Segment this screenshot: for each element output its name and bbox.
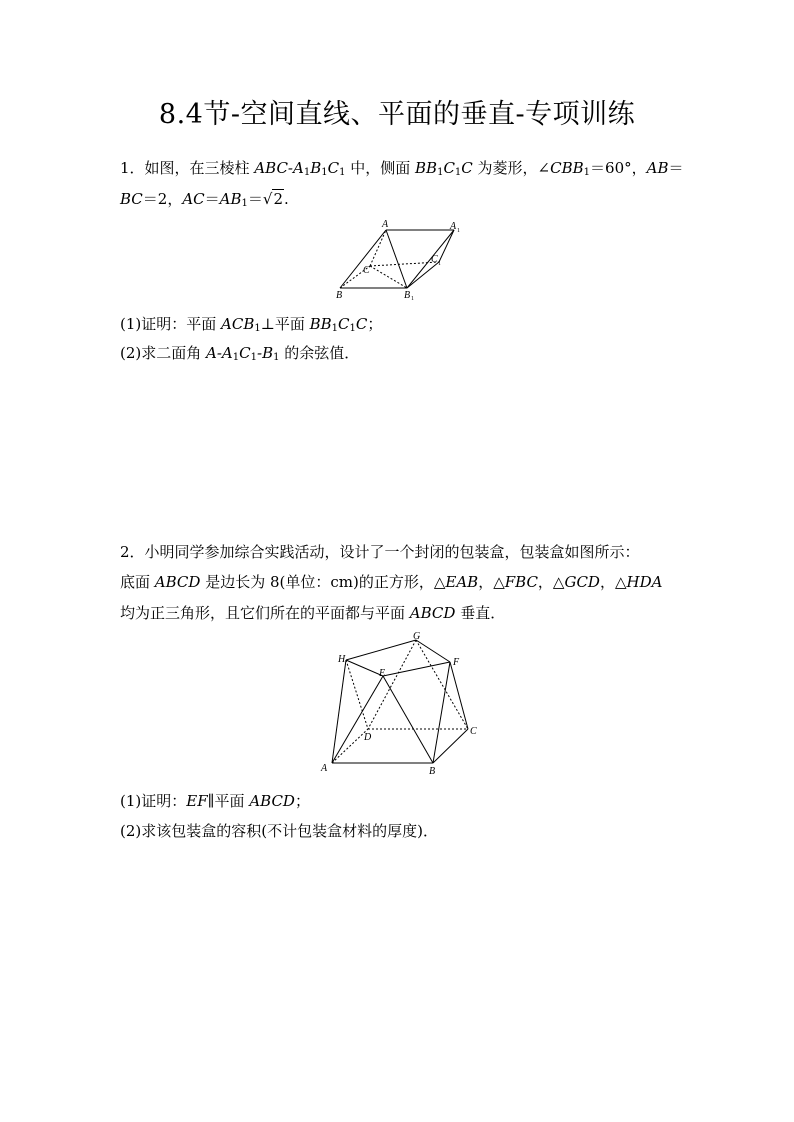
edge-H-D — [346, 660, 368, 729]
label-B1-sub: 1 — [411, 296, 414, 302]
label-C1: C — [431, 254, 438, 265]
label-A1: A — [450, 221, 457, 232]
label-B: B — [429, 766, 436, 777]
edge-F-C — [450, 662, 468, 729]
q1-part-1: (1)证明：平面 $ACB_1\perp$平面 $BB_1C_1C$； — [120, 315, 383, 334]
label-B1: B — [404, 290, 411, 301]
edge-E-F — [383, 662, 450, 676]
label-A: A — [321, 763, 328, 774]
label-D: D — [364, 732, 372, 743]
edge-H-G — [346, 640, 416, 660]
q2-part-2: (2)求该包装盒的容积(不计包装盒材料的厚度)． — [120, 822, 438, 840]
label-C: C — [470, 726, 477, 737]
page-title: 8.4节-空间直线、平面的垂直-专项训练 — [158, 99, 636, 130]
q2-line-2: 底面 ABCD 是边长为 8(单位：cm)的正方形，△EAB，△FBC，△GCD，△HDA — [120, 573, 663, 591]
edge-C-A — [370, 230, 386, 266]
label-C1-sub: 1 — [438, 261, 441, 267]
q2-line-3: 均为正三角形，且它们所在的平面都与平面 ABCD 垂直． — [120, 604, 506, 622]
q2-part-1: (1)证明：EF∥平面 ABCD； — [120, 792, 310, 810]
edge-H-A — [332, 660, 346, 763]
edge-B-A — [340, 230, 386, 288]
edge-F-B — [433, 662, 450, 763]
edge-H-E — [346, 660, 383, 676]
label-B: B — [336, 290, 343, 301]
q1-prism-figure — [334, 218, 464, 300]
q1-line-2: BC＝2，$AC=AB_1=√2$. — [120, 190, 289, 209]
label-E: E — [379, 668, 386, 679]
q2-line-1: 2．小明同学参加综合实践活动，设计了一个封闭的包装盒，包装盒如图所示： — [120, 543, 640, 561]
edge-A-D — [332, 729, 368, 763]
edge-C1-B1 — [407, 262, 439, 288]
edge-G-C — [416, 640, 468, 729]
edge-G-F — [416, 640, 450, 662]
edge-G-D — [368, 640, 416, 729]
edge-E-B — [383, 676, 433, 763]
label-C: C — [363, 265, 370, 276]
edge-A-B1 — [386, 230, 407, 288]
q2-box-figure — [316, 630, 486, 778]
label-G: G — [413, 631, 421, 642]
sqrt-2: √2 — [262, 190, 284, 208]
edge-E-A — [332, 676, 383, 763]
edge-C-B1 — [370, 266, 407, 288]
q1-line-1: 1．如图，在三棱柱 ABC-$A_1B_1C_1$ 中，侧面 $BB_1C_1C$ 为菱形，$\angle CBB_1=60^\circ$，AB＝ — [120, 159, 684, 178]
label-H: H — [338, 654, 346, 665]
q1-part-2: (2)求二面角 $A-A_1C_1-B_1$ 的余弦值． — [120, 344, 360, 363]
label-A: A — [382, 219, 389, 230]
label-F: F — [453, 657, 460, 668]
edge-C-C1 — [370, 262, 439, 266]
label-A1-sub: 1 — [457, 228, 460, 234]
